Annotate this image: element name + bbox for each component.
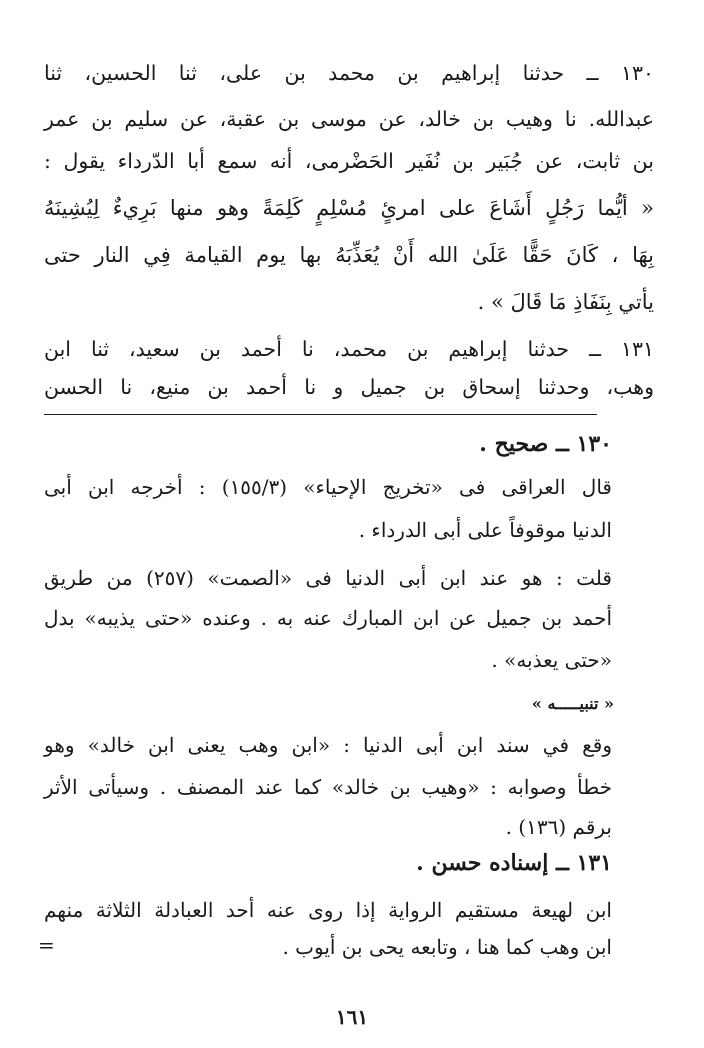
footnote-separator (44, 414, 597, 415)
hadith-131-line-1: ١٣١ ــ حدثنا إبراهيم بن محمد، نا أحمد بن سعيد، ثنا ابن (44, 337, 654, 361)
continuation-mark: = (38, 933, 55, 957)
hadith-130-line-2: عبدالله. نا وهيب بن خالد، عن موسى بن عقبة، عن سليم بن عمر (44, 107, 654, 131)
commentary-131-line-2: ابن وهب كما هنا ، وتابعه يحى بن أيوب . (282, 935, 612, 959)
page-number: ١٦١ (335, 1005, 369, 1029)
hadith-130-line-4: « أيُّما رَجُلٍ أَشَاعَ على امرئٍ مُسْلِمٍ كَلِمَةً وهو منها بَرِيءٌ لِيُشِينَهُ (44, 196, 654, 220)
hadith-130-line-1: ١٣٠ ــ حدثنا إبراهيم بن محمد بن على، ثنا الحسين، ثنا (44, 61, 654, 85)
commentary-130-p3-line-2: خطأ وصوابه : «وهيب بن خالد» كما عند المصنف . وسيأتى الأثر (44, 775, 612, 799)
hadith-131-line-2: وهب، وحدثنا إسحاق بن جميل و نا أحمد بن منيع، نا الحسن (44, 375, 654, 399)
hadith-130-line-3: بن ثابت، عن جُبَير بن نُفَير الحَضْرمى، أنه سمع أبا الدّرداء يقول : (44, 149, 654, 173)
hadith-130-line-6: يأتي بِنَفَاذِ مَا قَالَ » . (477, 290, 654, 314)
commentary-130-p3-line-3: برقم (١٣٦) . (505, 815, 612, 839)
commentary-130-p2-line-1: قلت : هو عند ابن أبى الدنيا فى «الصمت» (٢٥٧) من طريق (44, 566, 612, 590)
commentary-130-p3-line-1: وقع في سند ابن أبى الدنيا : «ابن وهب يعنى ابن خالد» وهو (44, 733, 612, 757)
commentary-131-line-1: ابن لهيعة مستقيم الرواية إذا روى عنه أحد العبادلة الثلاثة منهم (44, 898, 612, 922)
commentary-130-heading: ١٣٠ ــ صحيح . (479, 431, 612, 457)
commentary-131-heading: ١٣١ ــ إسناده حسن . (416, 850, 612, 876)
commentary-130-p1-line-1: قال العراقى فى «تخريج الإحياء» (١٥٥/٣) : أخرجه ابن أبى (44, 475, 612, 499)
commentary-130-p2-line-3: «حتى يعذبه» . (491, 648, 612, 672)
commentary-130-p1-line-2: الدنيا موقوفاً على أبى الدرداء . (358, 518, 612, 542)
hadith-130-line-5: بِهَا ، كَانَ حَقًّا عَلَىٰ الله أَنْ يُعَذِّبَهُ بها يوم القيامة فِي النار حتى (44, 243, 654, 267)
note-heading: « تنبيـــــه » (531, 694, 614, 713)
commentary-130-p2-line-2: أحمد بن جميل عن ابن المبارك عنه به . وعنده «حتى يذيبه» بدل (44, 606, 612, 630)
